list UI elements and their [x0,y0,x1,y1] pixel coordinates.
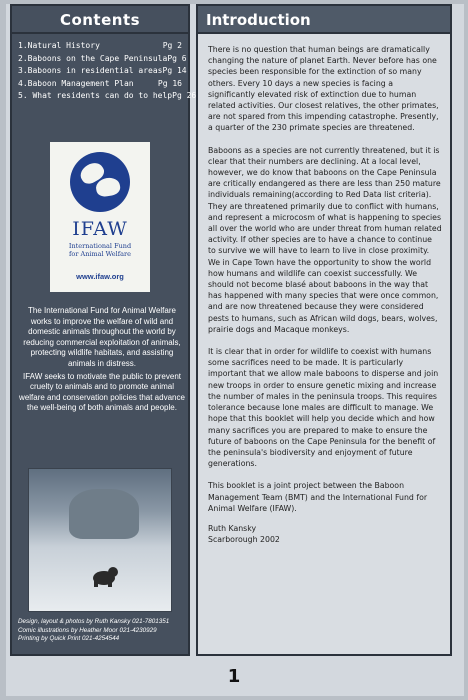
intro-paragraph: It is clear that in order for wildlife to coexist with humans some sacrifices need to be made. It is particularly important that we allow male baboons to disperse and join new troops in order to ensure genetic mixing and increase the number of males in the peninsula troops. This requires tolerance because lone males are difficult to manage. We hope that this booklet will help you decide which and how many sacrifices you are prepared to make to ensure the future of baboons on the Cape Peninsula for the benefit of the peninsula's biodiversity and enjoyment of future generations. [208,347,439,469]
toc-item-label: 5. What residents can do to help [18,91,173,100]
page-number: 1 [227,666,241,687]
ifaw-description [18,306,186,414]
baboon-photo [28,468,172,612]
toc-item [18,40,182,53]
signature-place: Scarborough 2002 [208,535,280,545]
hands-globe-icon [70,152,130,212]
contents-title: Contents [12,6,188,34]
contents-sidebar [10,4,197,656]
toc-item-label: 3.Baboons in residential areas [18,66,163,75]
table-of-contents [12,34,197,103]
logo-subtitle: International Fund for Animal Welfare [68,242,132,258]
logo-url: www.ifaw.org [76,272,124,281]
toc-item-page: Pg 2 [162,41,182,50]
toc-item [18,78,182,91]
toc-item-page: Pg 6 [167,53,187,63]
toc-item-page: Pg 26 [172,91,197,100]
toc-item [18,65,187,78]
signature-name: Ruth Kansky [208,523,257,533]
ifaw-logo [50,142,150,292]
toc-item [18,90,197,103]
credits [18,618,188,644]
credit-line: Printing by Quick Print 021-4254544 [18,635,120,643]
introduction-panel [196,4,452,656]
intro-paragraph: This booklet is a joint project between the Baboon Management Team (BMT) and the International Fund for Animal Welfare (IFAW). [208,481,428,513]
baboon-silhouette-icon [89,565,119,587]
toc-item [18,53,187,66]
credit-line: Design, layout & photos by Ruth Kansky 021-7801351 [18,618,170,625]
ifaw-description-p1: The International Fund for Animal Welfare works to improve the welfare of wild and domestic animals throughout the world by reducing commercial exploitation of animals, protecting wildlife habitats, and assisting animals in distress. [23,306,181,368]
toc-item-page: Pg 14 [162,66,187,75]
ifaw-description-p2: IFAW seeks to motivate the public to prevent cruelty to animals and to promote animal welfare and conservation policies that advance the well-being of both animals and people. [19,371,185,413]
credit-line: Comic illustrations by Heather Moor 021-4230929 [18,626,157,634]
signature [208,523,442,545]
intro-paragraph: Baboons as a species are not currently threatened, but it is clear that their numbers are declining. At a local level, however, we do know that baboons on the Cape Peninsula are critically endangered as there are less than 250 mature individuals remaining(according to Red Data list criteria). They are threatened primarily due to conflict with humans, and represent a microcosm of what is happening to species all over the world who are under threat from human related activity. If other species are to have a chance to continue to survive we will have to learn to live in close proximity. We in Cape Town have the opportunity to show the world how humans and wildlife can coexist successfully. We should not become blasé about baboons in the way that has happened with many species that were once common, and are now threatened because they were considered pests to humans, such as African wild dogs, bears, wolves, prairie dogs and Macaque monkeys. [208,145,442,334]
toc-item-page: Pg 16 [157,78,182,88]
introduction-body [198,34,450,545]
logo-name: IFAW [72,218,128,240]
introduction-title: Introduction [198,6,450,34]
intro-paragraph: There is no question that human beings are dramatically changing the nature of planet Earth. Never before has one species been responsible for the extinction of so many others. Every 10 days a new species is facing a significantly elevated risk of extinction due to human related activities. Our closest relatives, the other primates, are not spared from this impending catastrophe. Presently, a quarter of the 230 primate species are threatened. [208,45,439,133]
toc-item-label: 4.Baboon Management Plan [18,78,134,88]
toc-item-label: 1.Natural History [18,41,100,50]
toc-item-label: 2.Baboons on the Cape Peninsula [18,53,168,63]
